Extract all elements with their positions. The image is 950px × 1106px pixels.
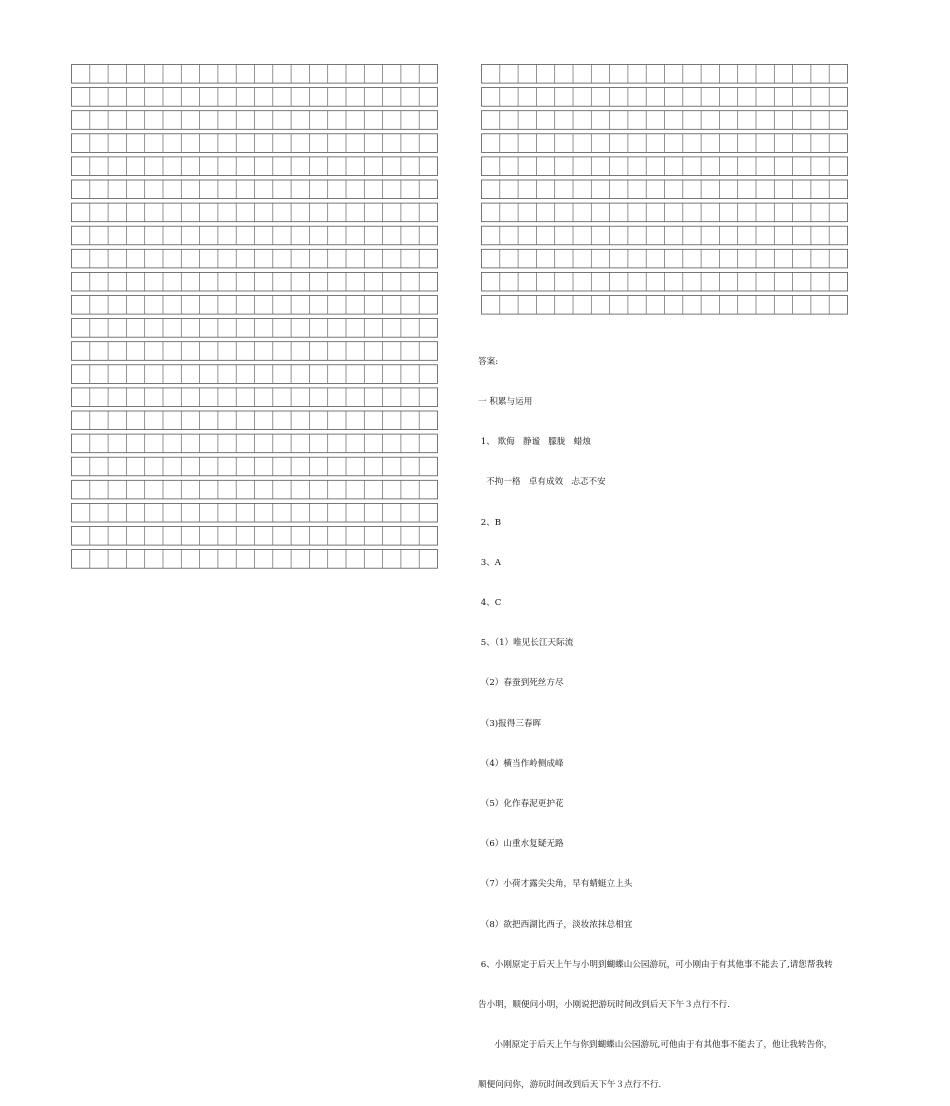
right-grid-lines (481, 64, 848, 316)
grid-row (72, 434, 438, 453)
answer-line: 答案: (478, 356, 499, 367)
grid-row (72, 65, 438, 84)
grid-row (482, 134, 848, 153)
grid-row (72, 527, 438, 546)
grid-row (72, 111, 438, 130)
answer-line: （6）山重水复疑无路 (478, 839, 564, 850)
grid-row (72, 157, 438, 176)
answer-line: 顺便问问你，游玩时间改到后天下午３点行不行. (478, 1080, 662, 1091)
grid-row (72, 134, 438, 153)
grid-row (72, 503, 438, 522)
grid-row (72, 457, 438, 476)
grid-row (72, 319, 438, 338)
grid-row (72, 226, 438, 245)
answer-line: 一 积累与运用 (478, 397, 533, 408)
answer-section (478, 329, 858, 1106)
answer-line: 4、C (478, 598, 502, 609)
grid-row (72, 180, 438, 199)
grid-row (72, 203, 438, 222)
grid-row (482, 249, 848, 268)
answer-line: （8）欲把西湖比西子，淡妆浓抹总相宜 (478, 919, 633, 930)
grid-row (72, 342, 438, 361)
grid-row (482, 203, 848, 222)
grid-row (482, 88, 848, 107)
grid-row (72, 550, 438, 569)
grid-row (72, 411, 438, 430)
grid-row (482, 272, 848, 291)
grid-row (72, 272, 438, 291)
answer-line: （5）化作春泥更护花 (478, 799, 564, 810)
grid-row (72, 365, 438, 384)
answer-line: （7）小荷才露尖尖角，早有蜻蜓立上头 (478, 879, 633, 890)
answer-line: 告小明，顺便问小明，小刚说把游玩时间改到后天下午３点行不行. (478, 1000, 730, 1011)
grid-row (72, 296, 438, 315)
answer-line: （2）春蚕到死丝方尽 (478, 678, 564, 689)
answer-line: （4）横当作岭侧成峰 (478, 758, 564, 769)
grid-row (482, 65, 848, 84)
answer-line: 小刚原定于后天上午与你到蝴蝶山公园游玩,可他由于有其他事不能去了，他让我转告你， (478, 1040, 833, 1051)
grid-row (482, 180, 848, 199)
grid-row (482, 296, 848, 315)
answer-line: （3)报得三春晖 (478, 718, 542, 729)
grid-row (72, 480, 438, 499)
grid-row (482, 226, 848, 245)
grid-row (72, 388, 438, 407)
answer-line: 6、小刚原定于后天上午与小明到蝴蝶山公园游玩，可小刚由于有其他事不能去了,请您帮我转 (478, 959, 833, 970)
grid-row (72, 88, 438, 107)
answer-line: 5、（1）唯见长江天际流 (478, 638, 574, 649)
grid-row (482, 157, 848, 176)
answer-line: 2、B (478, 517, 502, 528)
answer-line: 不拘一格 卓有成效 忐忑不安 (478, 477, 606, 488)
left-writing-grid (71, 64, 438, 574)
left-grid-lines (71, 64, 438, 574)
right-writing-grid (481, 64, 848, 316)
grid-row (72, 249, 438, 268)
grid-row (482, 111, 848, 130)
answer-line: 1、 欺侮 静谧 朦胧 蜡烛 (478, 437, 591, 448)
answer-line: 3、A (478, 557, 501, 568)
